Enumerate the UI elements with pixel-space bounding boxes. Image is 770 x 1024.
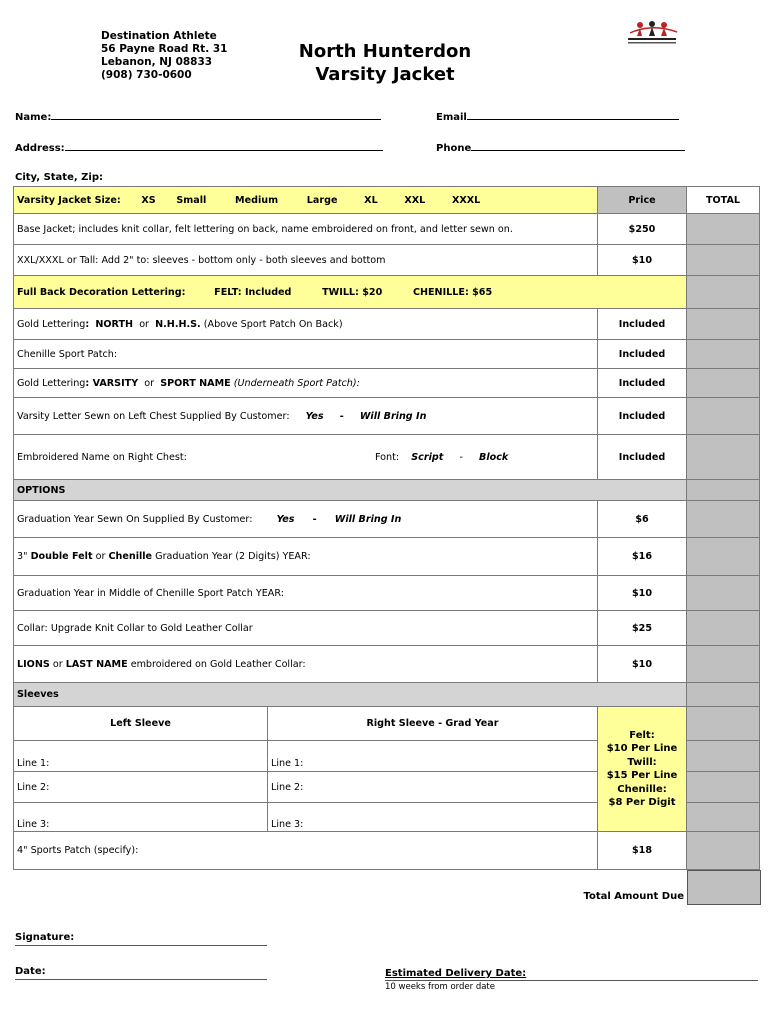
options-header-row <box>14 480 760 501</box>
varsity-letter-row <box>14 398 760 435</box>
opt-grad-text: Graduation Year Sewn On Supplied By Customer: <box>17 513 253 525</box>
date-field[interactable] <box>15 966 267 980</box>
gold1-nhhs: N.H.H.S. <box>155 318 201 330</box>
size-row <box>14 187 760 214</box>
opt-double-or: or <box>95 551 106 562</box>
option-double-felt-total[interactable] <box>687 538 760 576</box>
opt-lions-rest: embroidered on Gold Leather Collar: <box>130 658 306 670</box>
option-middle-patch-total[interactable] <box>687 576 760 611</box>
gold2-sport: SPORT NAME <box>160 377 231 389</box>
gold1-north: NORTH <box>95 318 134 330</box>
order-form-table <box>13 186 760 870</box>
phone-label: Phone <box>436 143 472 154</box>
signature-field[interactable] <box>15 932 267 946</box>
size-option-large[interactable]: Large <box>306 194 338 206</box>
delivery-date-label: Estimated Delivery Date: <box>385 968 527 979</box>
varsity-letter-price: Included <box>598 398 687 435</box>
option-middle-patch-row <box>14 576 760 611</box>
embroidered-block[interactable]: Block <box>479 451 509 463</box>
option-grad-year-price: $6 <box>598 501 687 538</box>
company-logo <box>622 18 682 48</box>
option-collar-row <box>14 611 760 646</box>
embroidered-dash: - <box>459 451 463 463</box>
gold1-note: (Above Sport Patch On Back) <box>203 318 343 330</box>
left-sleeve-header: Left Sleeve <box>14 707 268 741</box>
option-collar-total[interactable] <box>687 611 760 646</box>
size-label: Varsity Jacket Size: <box>17 194 121 206</box>
back-decoration-text <box>14 276 687 309</box>
embroidered-name-row <box>14 435 760 480</box>
address-label: Address: <box>15 143 65 154</box>
gold2-or: or <box>144 377 155 389</box>
option-lions-price: $10 <box>598 646 687 683</box>
opt-lions-or: or <box>52 658 63 670</box>
company-name: Destination Athlete <box>101 30 217 42</box>
email-label: Email <box>436 112 467 123</box>
left-sleeve-line-2[interactable]: Line 2: <box>14 772 268 803</box>
opt-grad-bring[interactable]: Will Bring In <box>334 513 402 525</box>
opt-lions-last: LAST NAME <box>65 658 128 670</box>
opt-double-chenille: Chenille <box>108 551 153 562</box>
company-address-block <box>101 30 227 82</box>
varsity-letter-text <box>14 398 598 435</box>
base-jacket-row <box>14 214 760 245</box>
signature-label: Signature: <box>15 932 75 943</box>
date-label: Date: <box>15 966 46 977</box>
size-option-xxl[interactable]: XXL <box>404 194 426 206</box>
sleeves-header-row <box>14 683 760 707</box>
letter-text: Varsity Letter Sewn on Left Chest Supplied By Customer: <box>17 410 290 422</box>
total-amount-due-field[interactable] <box>687 870 761 905</box>
option-grad-year-row <box>14 501 760 538</box>
opt-double-felt: Double Felt <box>30 551 93 562</box>
back-decoration-chenille[interactable]: CHENILLE: $65 <box>412 286 493 298</box>
gold-lettering-varsity-price: Included <box>598 369 687 398</box>
gold-lettering-north-price: Included <box>598 309 687 340</box>
tall-total[interactable] <box>687 245 760 276</box>
sleeves-columns-row <box>14 707 760 741</box>
embroidered-name-text <box>14 435 598 480</box>
letter-yes[interactable]: Yes <box>305 410 324 422</box>
sleeves-header: Sleeves <box>14 683 687 707</box>
size-option-xs[interactable]: XS <box>141 194 156 206</box>
embroidered-font: Font: <box>375 451 400 463</box>
opt-grad-dash: - <box>312 513 317 525</box>
name-field[interactable] <box>15 110 381 123</box>
opt-grad-yes[interactable]: Yes <box>276 513 295 525</box>
email-field[interactable] <box>436 110 679 123</box>
size-option-xxxl[interactable]: XXXL <box>451 194 481 206</box>
left-sleeve-line-3[interactable]: Line 3: <box>14 803 268 832</box>
gold-lettering-north-total[interactable] <box>687 309 760 340</box>
option-grad-year-text <box>14 501 598 538</box>
right-sleeve-line-3[interactable]: Line 3: <box>268 803 598 832</box>
chenille-patch-total[interactable] <box>687 340 760 369</box>
sports-patch-row <box>14 832 760 870</box>
delivery-date-note: 10 weeks from order date <box>385 982 495 992</box>
sleeve-pricing-twill: Twill: <box>627 756 657 768</box>
city-field[interactable] <box>15 172 103 183</box>
price-header: Price <box>598 187 687 214</box>
letter-bring[interactable]: Will Bring In <box>359 410 427 422</box>
gold2-note: (Underneath Sport Patch): <box>233 377 360 389</box>
sleeve-pricing-twill-price: $15 Per Line <box>606 770 678 781</box>
gold-lettering-north-row <box>14 309 760 340</box>
chenille-patch-text: Chenille Sport Patch: <box>14 340 598 369</box>
back-decoration-label: Full Back Decoration Lettering: <box>17 286 186 298</box>
chenille-patch-price: Included <box>598 340 687 369</box>
option-double-felt-text <box>14 538 598 576</box>
total-amount-due-label: Total Amount Due <box>583 891 684 902</box>
sleeve-line-3-total[interactable] <box>687 803 760 832</box>
gold2-varsity: : VARSITY <box>85 377 139 389</box>
sleeve-pricing-chenille-price: $8 Per Digit <box>608 797 676 808</box>
chenille-patch-row <box>14 340 760 369</box>
phone-field[interactable] <box>436 141 685 154</box>
sleeve-line-1-total[interactable] <box>687 741 760 772</box>
gold-lettering-varsity-row <box>14 369 760 398</box>
sleeve-pricing-felt: Felt: <box>629 729 655 741</box>
page-title <box>270 40 500 86</box>
city-label: City, State, Zip: <box>15 172 103 183</box>
gold1-pre: Gold Lettering <box>17 318 86 330</box>
right-sleeve-header: Right Sleeve - Grad Year <box>268 707 598 741</box>
base-jacket-price: $250 <box>598 214 687 245</box>
embroidered-script[interactable]: Script <box>411 451 444 463</box>
gold1-colon: : <box>85 318 90 330</box>
opt-double-pre: 3" <box>17 551 28 562</box>
logo-icon <box>622 18 682 48</box>
address-field[interactable] <box>15 141 383 154</box>
gold2-pre: Gold Lettering <box>17 377 86 389</box>
sports-patch-price: $18 <box>598 832 687 870</box>
tall-row <box>14 245 760 276</box>
back-decoration-total[interactable] <box>687 276 760 309</box>
gold-lettering-varsity-total[interactable] <box>687 369 760 398</box>
embroidered-text: Embroidered Name on Right Chest: <box>17 451 187 463</box>
sleeve-pricing-chenille: Chenille: <box>617 783 667 795</box>
sleeve-line-2-total[interactable] <box>687 772 760 803</box>
gold1-or: or <box>139 318 150 330</box>
right-sleeve-line-2[interactable]: Line 2: <box>268 772 598 803</box>
size-selector <box>14 187 598 214</box>
size-option-small[interactable]: Small <box>176 194 207 206</box>
back-decoration-twill[interactable]: TWILL: $20 <box>322 286 383 298</box>
option-collar-price: $25 <box>598 611 687 646</box>
opt-double-rest: Graduation Year (2 Digits) YEAR: <box>155 551 311 562</box>
sleeve-pricing <box>598 707 687 832</box>
option-lions-text <box>14 646 598 683</box>
back-decoration-felt[interactable]: FELT: Included <box>214 286 292 298</box>
gold-lettering-north-text <box>14 309 598 340</box>
base-jacket-text: Base Jacket; includes knit collar, felt lettering on back, name embroidered on front, and letter sewn on. <box>14 214 598 245</box>
option-double-felt-row <box>14 538 760 576</box>
embroidered-name-price: Included <box>598 435 687 480</box>
right-sleeve-line-1[interactable]: Line 1: <box>268 741 598 772</box>
embroidered-name-total[interactable] <box>687 435 760 480</box>
tall-text: XXL/XXXL or Tall: Add 2" to: sleeves - bottom only - both sleeves and bottom <box>14 245 598 276</box>
option-lions-row <box>14 646 760 683</box>
option-grad-year-total[interactable] <box>687 501 760 538</box>
delivery-date-field[interactable] <box>385 968 758 981</box>
total-header: TOTAL <box>687 187 760 214</box>
option-double-felt-price: $16 <box>598 538 687 576</box>
varsity-letter-total[interactable] <box>687 398 760 435</box>
title-line-1: North Hunterdon <box>298 41 472 62</box>
sleeve-pricing-felt-price: $10 Per Line <box>606 743 678 754</box>
letter-dash: - <box>339 410 344 422</box>
gold-lettering-varsity-text <box>14 369 598 398</box>
option-collar-text: Collar: Upgrade Knit Collar to Gold Leather Collar <box>14 611 598 646</box>
company-street: 56 Payne Road Rt. 31 <box>101 43 228 55</box>
options-header: OPTIONS <box>14 480 687 501</box>
sports-patch-total[interactable] <box>687 832 760 870</box>
company-phone: (908) 730-0600 <box>101 69 192 81</box>
title-line-2: Varsity Jacket <box>315 64 455 85</box>
tall-price: $10 <box>598 245 687 276</box>
company-city: Lebanon, NJ 08833 <box>101 56 213 68</box>
name-label: Name: <box>15 112 52 123</box>
size-option-xl[interactable]: XL <box>364 194 378 206</box>
option-middle-patch-price: $10 <box>598 576 687 611</box>
base-jacket-total[interactable] <box>687 214 760 245</box>
opt-lions-lions: LIONS <box>17 658 50 670</box>
back-decoration-row <box>14 276 760 309</box>
option-lions-total[interactable] <box>687 646 760 683</box>
sports-patch-text: 4" Sports Patch (specify): <box>14 832 598 870</box>
size-option-medium[interactable]: Medium <box>235 194 279 206</box>
option-middle-patch-text: Graduation Year in Middle of Chenille Sport Patch YEAR: <box>14 576 598 611</box>
left-sleeve-line-1[interactable]: Line 1: <box>14 741 268 772</box>
